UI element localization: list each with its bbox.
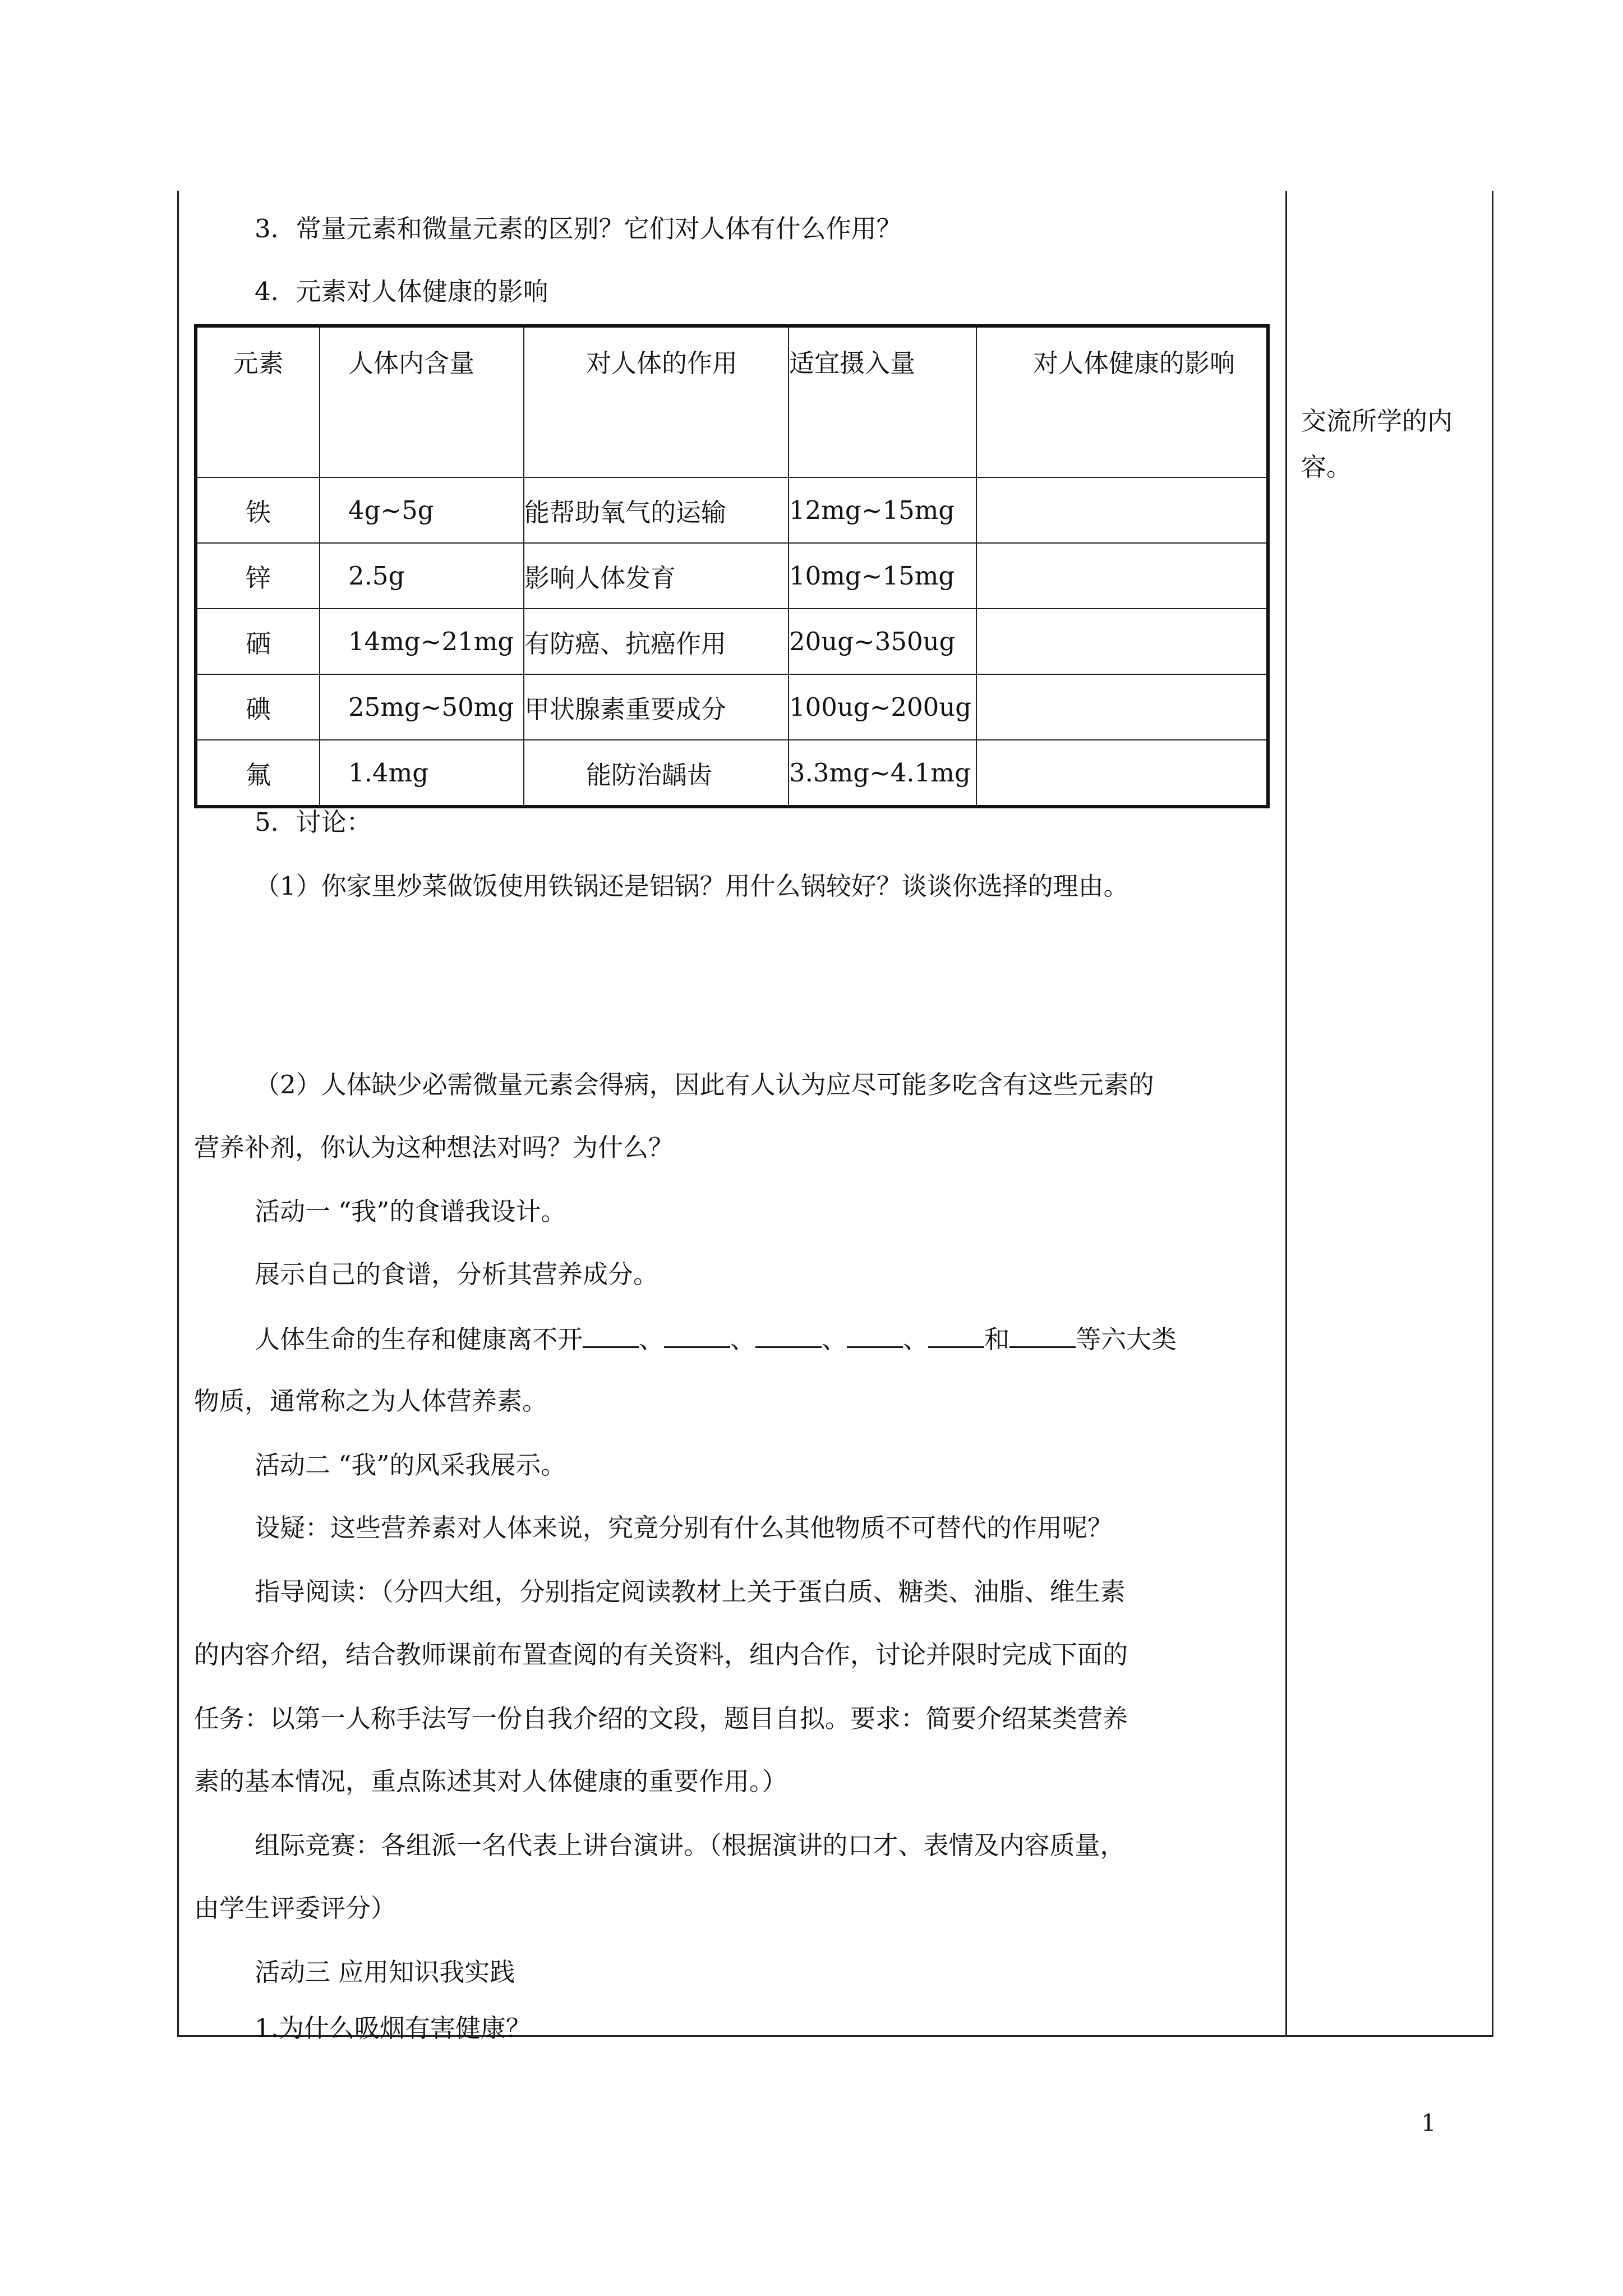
answer-blank-2[interactable] [664, 1322, 730, 1348]
separator: 、 [903, 1324, 929, 1354]
activity-2-question: 设疑：这些营养素对人体来说，究竟分别有什么其他物质不可替代的作用呢？ [255, 1513, 1113, 1543]
cell-intake: 20ug~350ug [789, 609, 976, 674]
contest-line2: 由学生评委评分） [194, 1893, 396, 1923]
guided-reading-line2: 的内容介绍，结合教师课前布置查阅的有关资料，组内合作，讨论并限时完成下面的 [194, 1640, 1128, 1669]
frame-column-divider [1285, 191, 1287, 2036]
activity-1-title: 活动一 “我”的食谱我设计。 [255, 1197, 566, 1226]
nutrients-suffix: 等六大类 [1076, 1324, 1177, 1354]
contest-line1: 组际竞赛：各组派一名代表上讲台演讲。（根据演讲的口才、表情及内容质量， [255, 1830, 1126, 1860]
cell-element: 铁 [196, 477, 320, 543]
question-5-1: （1）你家里炒菜做饭使用铁锅还是铝锅？用什么锅较好？谈谈你选择的理由。 [255, 871, 1129, 901]
activity-3-question-1: 1.为什么吸烟有害健康？ [255, 2013, 531, 2043]
answer-blank-5[interactable] [928, 1322, 984, 1348]
cell-function: 能帮助氧气的运输 [524, 477, 789, 543]
cell-content: 4g~5g [320, 477, 524, 543]
question-5-2-line1: （2）人体缺少必需微量元素会得病，因此有人认为应尽可能多吃含有这些元素的 [255, 1070, 1154, 1099]
cell-function: 甲状腺素重要成分 [524, 674, 789, 740]
guided-reading-line4: 素的基本情况，重点陈述其对人体健康的重要作用。） [194, 1766, 787, 1796]
nutrients-fill-in [255, 1322, 1177, 1356]
answer-blank-3[interactable] [755, 1322, 822, 1348]
cell-element: 硒 [196, 609, 320, 674]
element-health-table [194, 324, 1270, 808]
frame-left-border [177, 191, 179, 2036]
cell-content: 14mg~21mg [320, 609, 524, 674]
guided-reading-line1: 指导阅读：（分四大组，分别指定阅读教材上关于蛋白质、糖类、油脂、维生素 [255, 1577, 1126, 1607]
activity-2-title: 活动二 “我”的风采我展示。 [255, 1450, 566, 1480]
header-content: 人体内含量 [320, 326, 524, 477]
nutrients-prefix: 人体生命的生存和健康离不开 [255, 1324, 583, 1354]
table-row [196, 543, 1268, 609]
header-health-effect: 对人体健康的影响 [976, 326, 1268, 477]
answer-blank-4[interactable] [847, 1322, 903, 1348]
cell-content: 2.5g [320, 543, 524, 609]
separator: 、 [639, 1324, 665, 1354]
activity-1-description: 展示自己的食谱，分析其营养成分。 [255, 1259, 659, 1289]
cell-health-effect [976, 477, 1268, 543]
guided-reading-line3: 任务：以第一人称手法写一份自我介绍的文段，题目自拟。要求：简要介绍某类营养 [194, 1704, 1128, 1733]
cell-health-effect [976, 543, 1268, 609]
activity-3-title: 活动三 应用知识我实践 [255, 1957, 515, 1987]
question-5: 5．讨论： [255, 807, 372, 837]
question-5-2-line2: 营养补剂，你认为这种想法对吗？为什么？ [194, 1133, 674, 1162]
answer-blank-1[interactable] [583, 1322, 639, 1348]
cell-content: 25mg~50mg [320, 674, 524, 740]
table-row [196, 674, 1268, 740]
cell-function: 影响人体发育 [524, 543, 789, 609]
side-note: 交流所学的内容。 [1301, 406, 1453, 482]
answer-blank-6[interactable] [1009, 1322, 1076, 1348]
page-number: 1 [1421, 2109, 1436, 2137]
and-word: 和 [984, 1324, 1010, 1354]
cell-element: 锌 [196, 543, 320, 609]
question-3: 3．常量元素和微量元素的区别？它们对人体有什么作用？ [255, 214, 902, 243]
table-row [196, 740, 1268, 807]
separator: 、 [730, 1324, 756, 1354]
header-intake: 适宜摄入量 [789, 326, 976, 477]
cell-function: 能防治龋齿 [524, 740, 789, 807]
cell-element: 碘 [196, 674, 320, 740]
cell-intake: 12mg~15mg [789, 477, 976, 543]
cell-content: 1.4mg [320, 740, 524, 807]
separator: 、 [822, 1324, 847, 1354]
cell-function: 有防癌、抗癌作用 [524, 609, 789, 674]
cell-health-effect [976, 609, 1268, 674]
cell-health-effect [976, 740, 1268, 807]
header-function: 对人体的作用 [524, 326, 789, 477]
frame-right-border [1492, 191, 1493, 2036]
question-4: 4．元素对人体健康的影响 [255, 277, 548, 306]
cell-intake: 3.3mg~4.1mg [789, 740, 976, 807]
cell-health-effect [976, 674, 1268, 740]
cell-element: 氟 [196, 740, 320, 807]
cell-intake: 100ug~200ug [789, 674, 976, 740]
header-element: 元素 [196, 326, 320, 477]
cell-intake: 10mg~15mg [789, 543, 976, 609]
table-row [196, 477, 1268, 543]
table-header-row [196, 326, 1268, 477]
table-row [196, 609, 1268, 674]
nutrients-line-2: 物质，通常称之为人体营养素。 [194, 1386, 548, 1416]
